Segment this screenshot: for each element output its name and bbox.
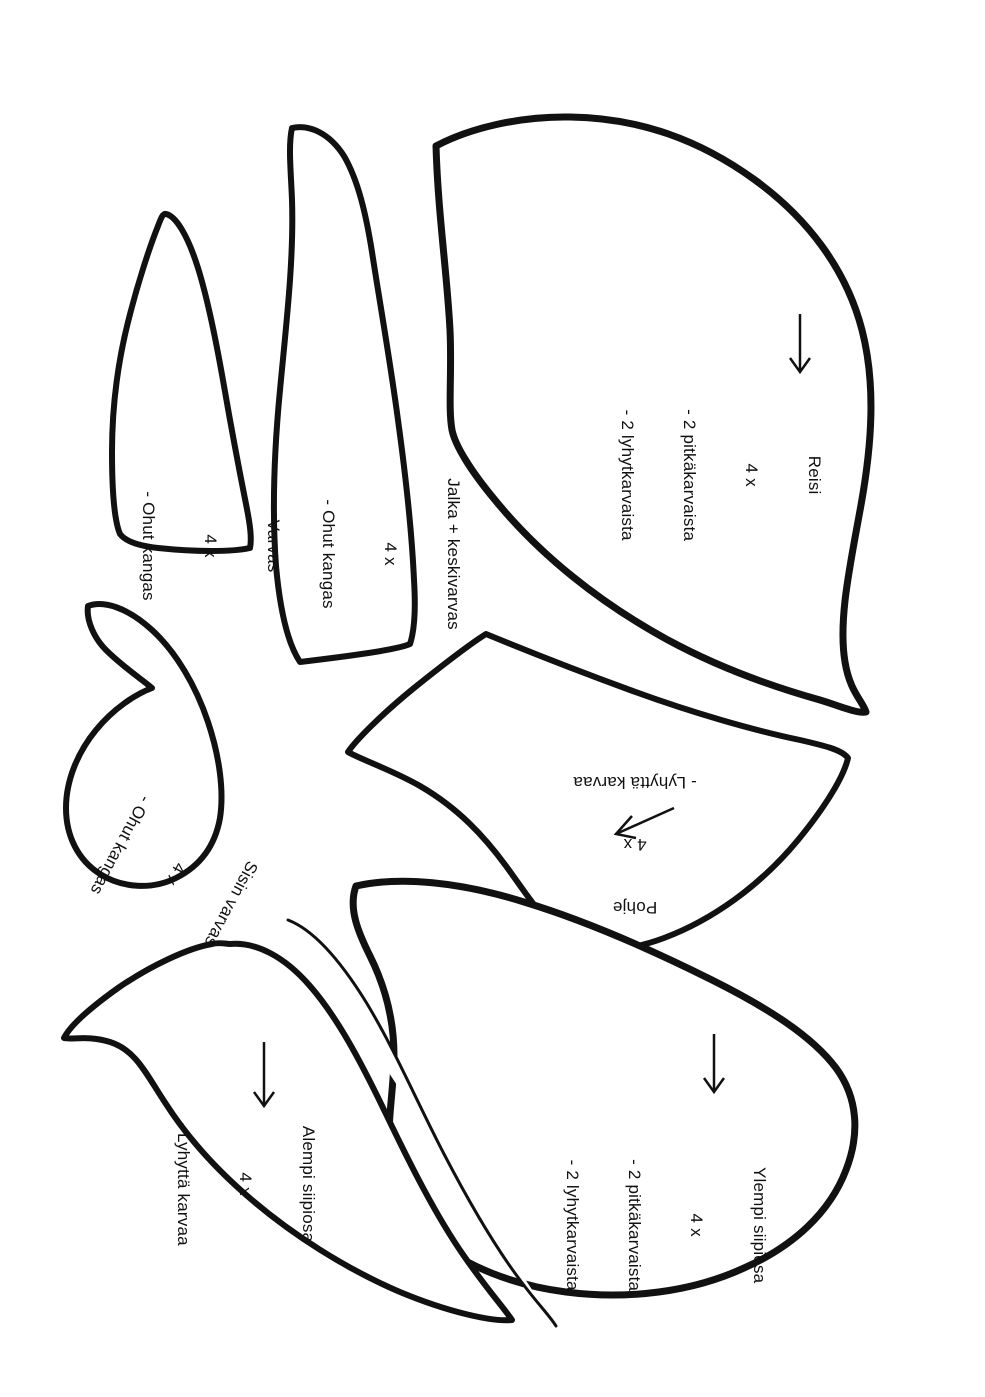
label-alempi-quantity: 4 x <box>236 1172 256 1196</box>
grain-arrow-ylempi-siipiosa <box>692 1030 736 1100</box>
label-pohje <box>520 730 750 958</box>
label-sisin-varvas-quantity: 4 x <box>161 859 190 890</box>
label-varvas <box>96 446 324 646</box>
label-ylempi-siipiosa <box>520 1100 810 1350</box>
grain-arrow-reisi <box>778 310 822 380</box>
label-varvas-quantity: 4 x <box>201 534 221 558</box>
label-varvas-note-1: - Ohut kangas <box>139 491 159 601</box>
label-reisi <box>575 355 865 595</box>
label-pohje-quantity: 4 x <box>623 835 647 855</box>
grain-arrow-pohje <box>608 800 678 844</box>
label-ylempi-name: Ylempi siipiosa <box>749 1166 769 1284</box>
label-ylempi-note-1: - 2 pitkäkarvaista <box>625 1159 645 1292</box>
label-reisi-quantity: 4 x <box>742 463 762 487</box>
label-ylempi-quantity: 4 x <box>687 1213 707 1237</box>
label-sisin-varvas-name: Sisin varvas <box>200 857 262 950</box>
label-sisin-varvas-note-1: - Ohut kangas <box>86 792 155 898</box>
label-reisi-note-1: - 2 pitkäkarvaista <box>680 409 700 542</box>
label-reisi-name: Reisi <box>804 455 824 495</box>
label-pohje-name: Pohje <box>612 897 658 917</box>
label-varvas-name: Varvas <box>263 519 283 573</box>
label-alempi-note-1: - Lyhyttä karvaa <box>174 1122 194 1246</box>
label-reisi-note-2: - 2 lyhytkarvaista <box>618 409 638 541</box>
grain-arrow-alempi-siipiosa <box>242 1038 286 1114</box>
label-jalka-quantity: 4 x <box>381 542 401 566</box>
label-ylempi-note-2: - 2 lyhytkarvaista <box>563 1159 583 1291</box>
label-pohje-note-1: - Lyhyttä karvaa <box>573 773 697 793</box>
label-alempi-name: Alempi siipiosa <box>298 1125 318 1243</box>
label-jalka-note-1: - Ohut kangas <box>319 499 339 609</box>
label-jalka-name: Jalka + keskivarvas <box>443 478 463 630</box>
